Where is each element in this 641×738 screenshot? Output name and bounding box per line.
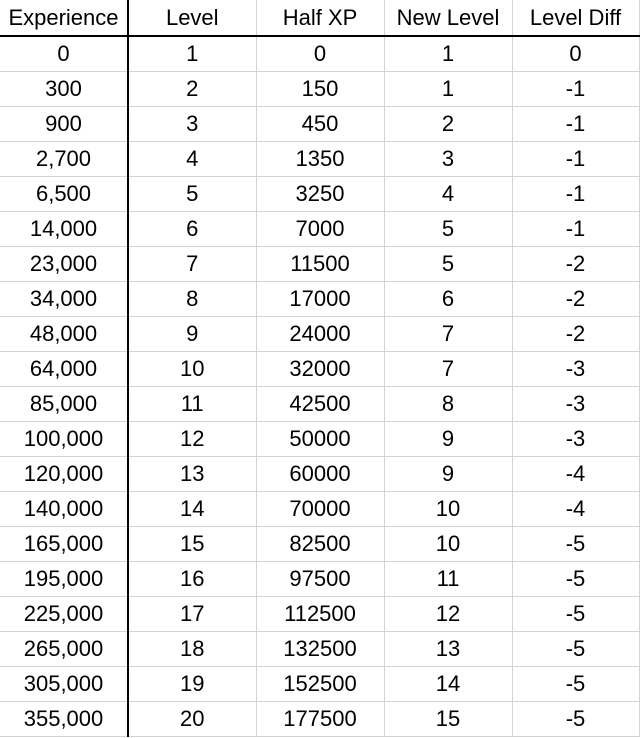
- half-xp-cell[interactable]: 1350: [256, 142, 384, 177]
- header-new-level[interactable]: New Level: [384, 0, 512, 36]
- level-diff-cell[interactable]: 0: [512, 36, 639, 72]
- table-row: [0, 632, 639, 667]
- experience-cell[interactable]: 23,000: [0, 247, 128, 282]
- half-xp-cell[interactable]: 112500: [256, 597, 384, 632]
- level-diff-cell[interactable]: -4: [512, 457, 639, 492]
- level-diff-cell[interactable]: -5: [512, 702, 639, 737]
- table-row: [0, 282, 639, 317]
- experience-cell[interactable]: 900: [0, 107, 128, 142]
- table-row: [0, 317, 639, 352]
- level-diff-cell[interactable]: -1: [512, 142, 639, 177]
- new-level-cell[interactable]: 11: [384, 562, 512, 597]
- half-xp-cell[interactable]: 3250: [256, 177, 384, 212]
- experience-cell[interactable]: 100,000: [0, 422, 128, 457]
- level-cell[interactable]: 15: [128, 527, 256, 562]
- new-level-cell[interactable]: 15: [384, 702, 512, 737]
- experience-cell[interactable]: 48,000: [0, 317, 128, 352]
- new-level-cell[interactable]: 2: [384, 107, 512, 142]
- experience-cell[interactable]: 34,000: [0, 282, 128, 317]
- experience-cell[interactable]: 305,000: [0, 667, 128, 702]
- new-level-cell[interactable]: 10: [384, 492, 512, 527]
- table-row: [0, 457, 639, 492]
- table-row: [0, 36, 639, 72]
- level-cell[interactable]: 17: [128, 597, 256, 632]
- half-xp-cell[interactable]: 7000: [256, 212, 384, 247]
- new-level-cell[interactable]: 5: [384, 212, 512, 247]
- new-level-cell[interactable]: 1: [384, 72, 512, 107]
- half-xp-cell[interactable]: 97500: [256, 562, 384, 597]
- new-level-cell[interactable]: 7: [384, 352, 512, 387]
- level-cell[interactable]: 1: [128, 36, 256, 72]
- level-diff-cell[interactable]: -1: [512, 72, 639, 107]
- level-diff-cell[interactable]: -5: [512, 562, 639, 597]
- table-row: [0, 387, 639, 422]
- experience-cell[interactable]: 64,000: [0, 352, 128, 387]
- experience-cell[interactable]: 85,000: [0, 387, 128, 422]
- half-xp-cell[interactable]: 177500: [256, 702, 384, 737]
- level-diff-cell[interactable]: -2: [512, 247, 639, 282]
- level-cell[interactable]: 5: [128, 177, 256, 212]
- half-xp-cell[interactable]: 17000: [256, 282, 384, 317]
- half-xp-cell[interactable]: 32000: [256, 352, 384, 387]
- level-cell[interactable]: 2: [128, 72, 256, 107]
- new-level-cell[interactable]: 14: [384, 667, 512, 702]
- half-xp-cell[interactable]: 0: [256, 36, 384, 72]
- level-diff-cell[interactable]: -3: [512, 352, 639, 387]
- level-cell[interactable]: 19: [128, 667, 256, 702]
- table-row: [0, 702, 639, 737]
- new-level-cell[interactable]: 9: [384, 422, 512, 457]
- table-row: [0, 527, 639, 562]
- new-level-cell[interactable]: 12: [384, 597, 512, 632]
- new-level-cell[interactable]: 13: [384, 632, 512, 667]
- new-level-cell[interactable]: 10: [384, 527, 512, 562]
- level-diff-cell[interactable]: -5: [512, 632, 639, 667]
- level-diff-cell[interactable]: -2: [512, 282, 639, 317]
- table-row: [0, 212, 639, 247]
- level-diff-cell[interactable]: -1: [512, 212, 639, 247]
- experience-cell[interactable]: 165,000: [0, 527, 128, 562]
- table-row: [0, 667, 639, 702]
- experience-cell[interactable]: 2,700: [0, 142, 128, 177]
- experience-cell[interactable]: 0: [0, 36, 128, 72]
- table-row: [0, 492, 639, 527]
- header-level-diff[interactable]: Level Diff: [512, 0, 639, 36]
- level-diff-cell[interactable]: -5: [512, 527, 639, 562]
- half-xp-cell[interactable]: 82500: [256, 527, 384, 562]
- half-xp-cell[interactable]: 42500: [256, 387, 384, 422]
- half-xp-cell[interactable]: 60000: [256, 457, 384, 492]
- new-level-cell[interactable]: 1: [384, 36, 512, 72]
- table-row: [0, 142, 639, 177]
- header-row: [0, 0, 639, 36]
- experience-cell[interactable]: 300: [0, 72, 128, 107]
- new-level-cell[interactable]: 9: [384, 457, 512, 492]
- experience-cell[interactable]: 14,000: [0, 212, 128, 247]
- table-row: [0, 562, 639, 597]
- half-xp-cell[interactable]: 152500: [256, 667, 384, 702]
- new-level-cell[interactable]: 6: [384, 282, 512, 317]
- header-experience[interactable]: Experience: [0, 0, 128, 36]
- table-row: [0, 597, 639, 632]
- level-diff-cell[interactable]: -1: [512, 177, 639, 212]
- new-level-cell[interactable]: 7: [384, 317, 512, 352]
- experience-cell[interactable]: 195,000: [0, 562, 128, 597]
- level-cell[interactable]: 16: [128, 562, 256, 597]
- table-row: [0, 107, 639, 142]
- half-xp-cell[interactable]: 11500: [256, 247, 384, 282]
- level-cell[interactable]: 3: [128, 107, 256, 142]
- experience-cell[interactable]: 6,500: [0, 177, 128, 212]
- level-cell[interactable]: 9: [128, 317, 256, 352]
- new-level-cell[interactable]: 8: [384, 387, 512, 422]
- table-body: [0, 36, 639, 737]
- header-half-xp[interactable]: Half XP: [256, 0, 384, 36]
- level-diff-cell[interactable]: -4: [512, 492, 639, 527]
- level-cell[interactable]: 18: [128, 632, 256, 667]
- level-cell[interactable]: 12: [128, 422, 256, 457]
- level-cell[interactable]: 13: [128, 457, 256, 492]
- half-xp-cell[interactable]: 70000: [256, 492, 384, 527]
- half-xp-cell[interactable]: 150: [256, 72, 384, 107]
- level-cell[interactable]: 20: [128, 702, 256, 737]
- level-cell[interactable]: 8: [128, 282, 256, 317]
- experience-cell[interactable]: 355,000: [0, 702, 128, 737]
- level-diff-cell[interactable]: -1: [512, 107, 639, 142]
- level-cell[interactable]: 10: [128, 352, 256, 387]
- level-diff-cell[interactable]: -5: [512, 597, 639, 632]
- table-row: [0, 72, 639, 107]
- half-xp-cell[interactable]: 24000: [256, 317, 384, 352]
- level-diff-cell[interactable]: -3: [512, 422, 639, 457]
- level-cell[interactable]: 6: [128, 212, 256, 247]
- new-level-cell[interactable]: 3: [384, 142, 512, 177]
- level-diff-cell[interactable]: -2: [512, 317, 639, 352]
- table-row: [0, 247, 639, 282]
- half-xp-cell[interactable]: 132500: [256, 632, 384, 667]
- new-level-cell[interactable]: 4: [384, 177, 512, 212]
- half-xp-cell[interactable]: 450: [256, 107, 384, 142]
- experience-cell[interactable]: 225,000: [0, 597, 128, 632]
- table-row: [0, 352, 639, 387]
- table-row: [0, 177, 639, 212]
- level-cell[interactable]: 14: [128, 492, 256, 527]
- experience-cell[interactable]: 140,000: [0, 492, 128, 527]
- level-cell[interactable]: 11: [128, 387, 256, 422]
- level-diff-cell[interactable]: -5: [512, 667, 639, 702]
- level-cell[interactable]: 4: [128, 142, 256, 177]
- level-cell[interactable]: 7: [128, 247, 256, 282]
- experience-cell[interactable]: 265,000: [0, 632, 128, 667]
- header-level[interactable]: Level: [128, 0, 256, 36]
- half-xp-cell[interactable]: 50000: [256, 422, 384, 457]
- table-row: [0, 422, 639, 457]
- new-level-cell[interactable]: 5: [384, 247, 512, 282]
- experience-cell[interactable]: 120,000: [0, 457, 128, 492]
- level-diff-cell[interactable]: -3: [512, 387, 639, 422]
